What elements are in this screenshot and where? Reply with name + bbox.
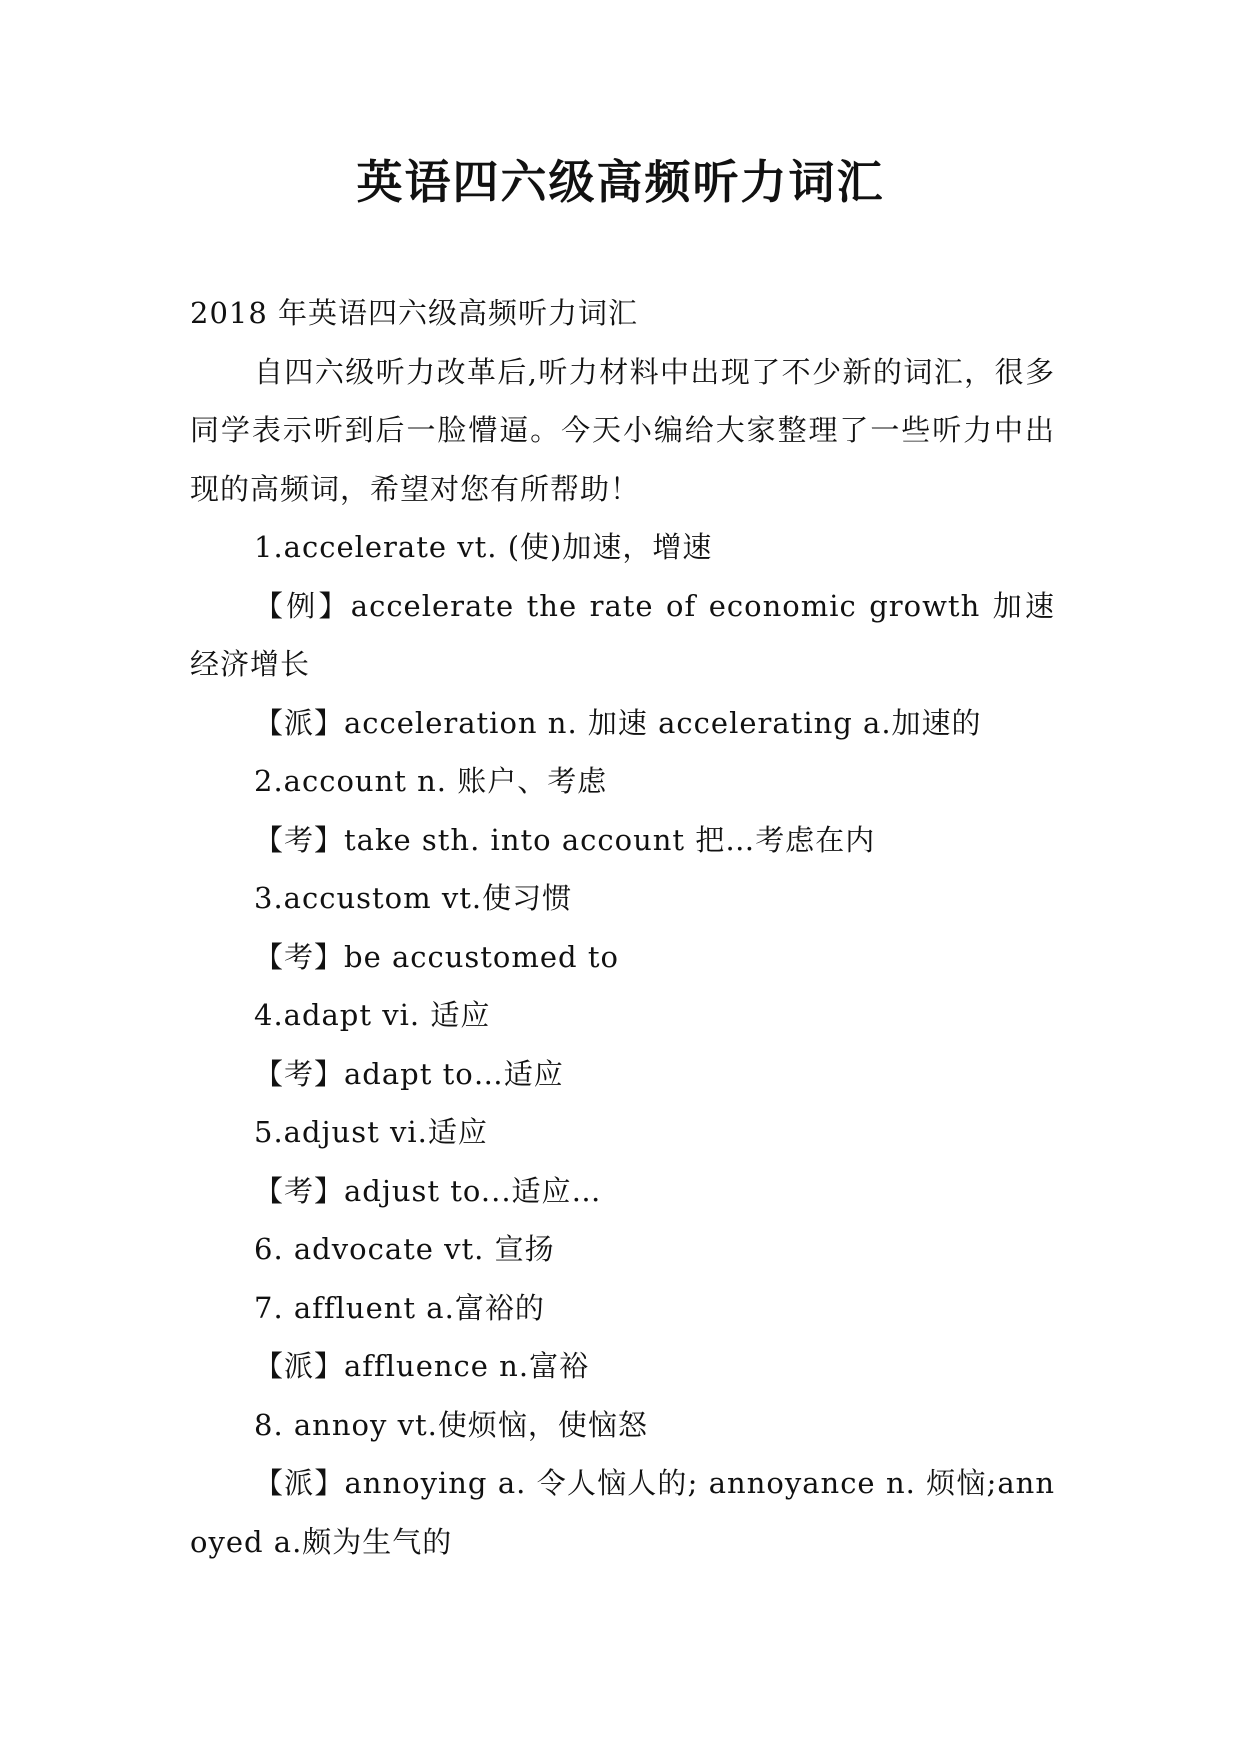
- document-body: [190, 284, 1055, 1571]
- vocab-entry: 8. annoy vt.使烦恼，使恼怒: [254, 1407, 648, 1442]
- vocab-entry: 2.account n. 账户、考虑: [254, 764, 608, 798]
- derivative-line: 【派】annoying a. 令人恼人的; annoyance n. 烦恼;annoyed a.颇为生气的: [190, 1466, 1055, 1559]
- intro-paragraph: 自四六级听力改革后,听力材料中出现了不少新的词汇，很多同学表示听到后一脸懵逼。今天小编给大家整理了一些听力中出现的高频词，希望对您有所帮助！: [190, 354, 1055, 506]
- vocab-entry: 7. affluent a.富裕的: [254, 1290, 545, 1325]
- vocab-entry: 5.adjust vi.适应: [254, 1115, 488, 1149]
- vocab-entry: 1.accelerate vt. (使)加速，增速: [254, 530, 713, 564]
- exam-point-line: 【考】be accustomed to: [254, 939, 619, 974]
- vocab-entry: 3.accustom vt.使习惯: [254, 881, 573, 915]
- vocab-entry: 4.adapt vi. 适应: [254, 998, 491, 1032]
- exam-point-line: 【考】adapt to…适应: [254, 1056, 564, 1091]
- example-line: 【例】accelerate the rate of economic growth 加速经济增长: [190, 588, 1055, 681]
- document-title: 英语四六级高频听力词汇: [356, 155, 885, 209]
- vocab-entry: 6. advocate vt. 宣扬: [254, 1232, 555, 1266]
- exam-point-line: 【考】adjust to...适应…: [254, 1173, 602, 1208]
- exam-point-line: 【考】take sth. into account 把…考虑在内: [254, 822, 876, 857]
- derivative-line: 【派】affluence n.富裕: [254, 1349, 590, 1383]
- document-subtitle: 2018 年英语四六级高频听力词汇: [190, 296, 639, 330]
- derivative-line: 【派】acceleration n. 加速 accelerating a.加速的: [254, 705, 982, 740]
